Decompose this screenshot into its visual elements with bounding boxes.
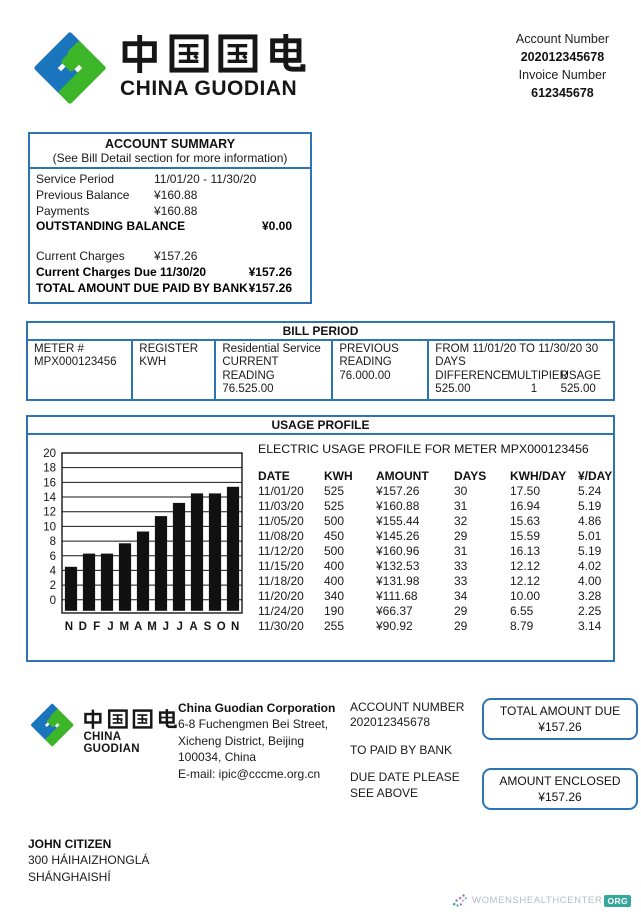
- usage-cell: 6.55: [510, 603, 534, 618]
- total-amount-due-box: [482, 698, 638, 740]
- usage-cell: 17.50: [510, 484, 541, 499]
- usage-cell: 400: [324, 559, 345, 574]
- usage-cell: 3.14: [578, 618, 602, 633]
- usage-label: USAGE: [560, 369, 601, 382]
- usage-col-header: ¥/DAY: [578, 468, 613, 483]
- summary-row-value: ¥0.00: [261, 219, 292, 234]
- usage-cell: ¥160.96: [376, 544, 420, 559]
- svg-text:F: F: [93, 620, 101, 633]
- usage-col-header: KWH/DAY: [510, 468, 567, 483]
- usage-row: [258, 529, 622, 544]
- previous-reading-cell: [333, 341, 429, 399]
- brand-header: [26, 24, 306, 112]
- usage-profile-box: [26, 415, 615, 662]
- usage-col-header: AMOUNT: [376, 468, 429, 483]
- usage-row: [258, 574, 622, 589]
- usage-value: 525.00: [560, 383, 596, 396]
- usage-cell: 450: [324, 529, 345, 544]
- summary-row-value: ¥160.88: [154, 187, 198, 202]
- usage-cell: 11/08/20: [258, 529, 304, 544]
- difference-label: DIFFERENCE: [435, 369, 509, 382]
- usage-cell: 340: [324, 588, 345, 603]
- summary-row-value: ¥157.26: [154, 249, 198, 264]
- usage-table: [258, 469, 622, 634]
- usage-row: [258, 589, 622, 604]
- current-reading-value: 76.525.00: [222, 383, 274, 396]
- usage-profile-title: USAGE PROFILE: [28, 417, 613, 435]
- meter-value: MPX000123456: [34, 356, 117, 369]
- header: [26, 24, 615, 112]
- invoice-number-value: 612345678: [531, 86, 594, 101]
- meter-cell: [28, 341, 133, 399]
- summary-row: [36, 265, 304, 281]
- svg-text:D: D: [78, 620, 87, 633]
- summary-row: [36, 219, 304, 235]
- footer-account-number-value: 202012345678: [350, 715, 431, 730]
- usage-cell: 33: [454, 573, 468, 588]
- usage-table-rows: [258, 484, 622, 633]
- svg-text:N: N: [230, 620, 240, 633]
- summary-row-label: Current Charges Due 11/30/20: [36, 264, 207, 279]
- svg-text:A: A: [134, 620, 143, 633]
- usage-cell: 255: [324, 618, 345, 633]
- watermark-text: WOMENSHEALTHCENTER: [472, 895, 603, 906]
- register-cell: [133, 341, 216, 399]
- usage-cell: 4.02: [578, 559, 602, 574]
- current-reading-label: CURRENT READING: [222, 356, 279, 382]
- summary-row-label: TOTAL AMOUNT DUE PAID BY BANK: [36, 280, 248, 295]
- usage-cell: 15.63: [510, 514, 541, 529]
- summary-row-label: Service Period: [36, 172, 115, 186]
- customer-name: JOHN CITIZEN: [28, 836, 112, 851]
- previous-reading-value: 76.000.00: [339, 369, 391, 382]
- summary-row-label: Current Charges: [36, 249, 125, 264]
- svg-text:6: 6: [49, 550, 56, 563]
- watermark-badge: ORG: [604, 895, 631, 907]
- usage-cell: 33: [454, 559, 468, 574]
- period-usage-cell: [429, 341, 613, 399]
- svg-text:M: M: [119, 620, 130, 633]
- corp-address-line: Xicheng District, Beijing: [178, 733, 305, 748]
- usage-cell: 525: [324, 484, 345, 499]
- usage-cell: 30: [454, 484, 468, 499]
- usage-cell: 11/01/20: [258, 484, 304, 499]
- usage-cell: 4.00: [578, 573, 602, 588]
- usage-cell: 500: [324, 514, 345, 529]
- usage-row: [258, 514, 622, 529]
- account-summary-subtitle: (See Bill Detail section for more information): [30, 151, 310, 169]
- china-guodian-logo-icon-small: [26, 698, 78, 752]
- total-amount-due-value: ¥157.26: [538, 719, 582, 734]
- account-number-value: 202012345678: [520, 50, 605, 65]
- usage-cell: 11/05/20: [258, 514, 304, 529]
- usage-row: [258, 559, 622, 574]
- register-value: KWH: [139, 356, 167, 369]
- meter-label: METER #: [34, 342, 84, 355]
- usage-cell: 12.12: [510, 559, 541, 574]
- usage-cell: 16.94: [510, 499, 541, 514]
- svg-text:20: 20: [43, 447, 56, 460]
- brand-latin-name: CHINA GUODIAN: [120, 77, 298, 100]
- paid-by-bank-label: TO PAID BY BANK: [350, 742, 453, 757]
- usage-row: [258, 484, 622, 499]
- usage-cell: 5.19: [578, 544, 602, 559]
- customer-address-line: SHÁNGHAISHÍ: [28, 869, 111, 884]
- usage-bar-chart: [34, 445, 248, 637]
- usage-cell: ¥66.37: [376, 603, 413, 618]
- svg-text:16: 16: [43, 476, 56, 489]
- watermark: [452, 893, 631, 908]
- usage-cell: 34: [454, 588, 468, 603]
- due-date-line1: DUE DATE PLEASE: [350, 770, 460, 785]
- register-label: REGISTER: [139, 342, 199, 355]
- summary-row-label: Previous Balance: [36, 187, 130, 202]
- usage-cell: 11/18/20: [258, 573, 304, 588]
- service-type: Residential Service: [222, 342, 321, 355]
- usage-cell: 8.79: [510, 618, 534, 633]
- svg-text:4: 4: [49, 565, 56, 578]
- svg-text:18: 18: [43, 462, 56, 475]
- footer-account-number-label: ACCOUNT NUMBER: [350, 699, 465, 714]
- brand-chinese-logotype-small: [83, 708, 177, 730]
- svg-text:N: N: [64, 620, 74, 633]
- usage-col-header: DAYS: [454, 468, 487, 483]
- bill-period-box: [26, 321, 615, 401]
- usage-chart-title: ELECTRIC USAGE PROFILE FOR METER MPX000123456: [258, 441, 589, 456]
- svg-text:M: M: [147, 620, 157, 633]
- corporation-name: China Guodian Corporation: [178, 700, 336, 715]
- corporation-address: [178, 700, 350, 810]
- summary-row-value: ¥157.26: [248, 280, 292, 295]
- usage-cell: 525: [324, 499, 345, 514]
- svg-text:8: 8: [49, 535, 56, 548]
- usage-cell: 5.19: [578, 499, 602, 514]
- summary-row: [36, 172, 304, 188]
- corp-address-line: 6-8 Fuchengmen Bei Street,: [178, 717, 329, 732]
- usage-cell: ¥145.26: [376, 529, 420, 544]
- customer-address-line: 300 HÁIHAIZHONGLÁ: [28, 853, 150, 868]
- brand-footer: [26, 698, 178, 810]
- account-summary-title: ACCOUNT SUMMARY: [104, 137, 236, 151]
- usage-cell: 31: [454, 499, 468, 514]
- amount-enclosed-label: AMOUNT ENCLOSED: [499, 773, 621, 788]
- usage-cell: 32: [454, 514, 468, 529]
- usage-row: [258, 619, 622, 634]
- usage-row: [258, 499, 622, 514]
- corp-address-line: 100034, China: [178, 750, 257, 765]
- brand-chinese-logotype: [120, 32, 306, 75]
- usage-cell: 15.59: [510, 529, 541, 544]
- usage-cell: 3.28: [578, 588, 602, 603]
- summary-row-value: 11/01/20 - 11/30/20: [154, 172, 257, 186]
- account-invoice-block: [516, 30, 609, 103]
- account-summary-rows: [30, 169, 310, 302]
- footer: [26, 698, 621, 810]
- period-line: FROM 11/01/20 TO 11/30/20 30 DAYS: [435, 342, 599, 369]
- usage-cell: 5.24: [578, 484, 602, 499]
- usage-cell: ¥111.68: [376, 588, 418, 603]
- usage-cell: 11/12/20: [258, 544, 304, 559]
- multiplier-label: MULTIPIER: [507, 369, 568, 382]
- usage-cell: 31: [454, 544, 468, 559]
- usage-row: [258, 544, 622, 559]
- usage-cell: 400: [324, 573, 345, 588]
- summary-row-value: ¥157.26: [248, 264, 292, 279]
- usage-col-header: DATE: [258, 468, 290, 483]
- usage-cell: ¥155.44: [376, 514, 420, 529]
- brand-latin-name-small: CHINA GUODIAN: [83, 730, 140, 755]
- svg-text:10: 10: [43, 520, 56, 533]
- due-date-line2: SEE ABOVE: [350, 785, 419, 800]
- usage-cell: ¥132.53: [376, 559, 420, 574]
- svg-text:2: 2: [49, 579, 56, 592]
- svg-text:0: 0: [49, 594, 56, 607]
- summary-row: [36, 204, 304, 220]
- usage-cell: 11/20/20: [258, 588, 304, 603]
- svg-text:J: J: [107, 620, 114, 633]
- usage-cell: 5.01: [578, 529, 602, 544]
- total-amount-due-label: TOTAL AMOUNT DUE: [499, 703, 621, 718]
- bill-period-title: BILL PERIOD: [28, 323, 613, 341]
- usage-cell: ¥131.98: [376, 573, 420, 588]
- usage-cell: 11/30/20: [258, 618, 304, 633]
- usage-cell: 11/03/20: [258, 499, 304, 514]
- usage-cell: 29: [454, 529, 468, 544]
- usage-cell: ¥160.88: [376, 499, 420, 514]
- multiplier-value: 1: [530, 383, 538, 396]
- china-guodian-logo-icon: [26, 24, 114, 112]
- payment-info: [350, 700, 472, 810]
- usage-col-header: KWH: [324, 468, 353, 483]
- usage-cell: 10.00: [510, 588, 541, 603]
- usage-cell: 11/24/20: [258, 603, 304, 618]
- svg-text:S: S: [203, 620, 212, 633]
- svg-text:O: O: [216, 620, 226, 633]
- usage-cell: 500: [324, 544, 345, 559]
- summary-row: [36, 281, 304, 297]
- amount-enclosed-box: [482, 768, 638, 810]
- usage-cell: 29: [454, 603, 468, 618]
- amount-enclosed-value: ¥157.26: [538, 789, 582, 804]
- usage-row: [258, 604, 622, 619]
- previous-reading-label: PREVIOUS READING: [339, 342, 399, 369]
- usage-cell: 2.25: [578, 603, 602, 618]
- current-reading-cell: [216, 341, 333, 399]
- summary-row-value: ¥160.88: [154, 203, 198, 218]
- usage-table-headers: [258, 469, 622, 484]
- usage-cell: 12.12: [510, 573, 541, 588]
- difference-value: 525.00: [435, 383, 471, 396]
- invoice-number-label: Invoice Number: [518, 68, 607, 83]
- usage-cell: ¥157.26: [376, 484, 420, 499]
- summary-row-label: Payments: [36, 203, 90, 218]
- usage-cell: 4.86: [578, 514, 602, 529]
- account-summary-box: [28, 132, 312, 304]
- corp-email: E-mail: ipic@cccme.org.cn: [178, 766, 321, 781]
- customer-address-block: [28, 836, 615, 886]
- usage-cell: 190: [324, 603, 345, 618]
- svg-text:A: A: [189, 620, 198, 633]
- usage-cell: ¥90.92: [376, 618, 413, 633]
- usage-cell: 29: [454, 618, 468, 633]
- account-number-label: Account Number: [515, 32, 609, 46]
- usage-cell: 11/15/20: [258, 559, 304, 574]
- brand-chinese-text: [120, 75, 121, 76]
- usage-cell: 16.13: [510, 544, 541, 559]
- watermark-dots-icon: [452, 893, 470, 908]
- svg-text:12: 12: [43, 506, 56, 519]
- svg-text:J: J: [162, 620, 170, 633]
- summary-spacer: [36, 235, 304, 249]
- summary-row: [36, 188, 304, 204]
- svg-text:J: J: [176, 620, 183, 633]
- summary-row-label: OUTSTANDING BALANCE: [36, 219, 186, 234]
- svg-text:14: 14: [43, 491, 56, 504]
- summary-row: [36, 249, 304, 265]
